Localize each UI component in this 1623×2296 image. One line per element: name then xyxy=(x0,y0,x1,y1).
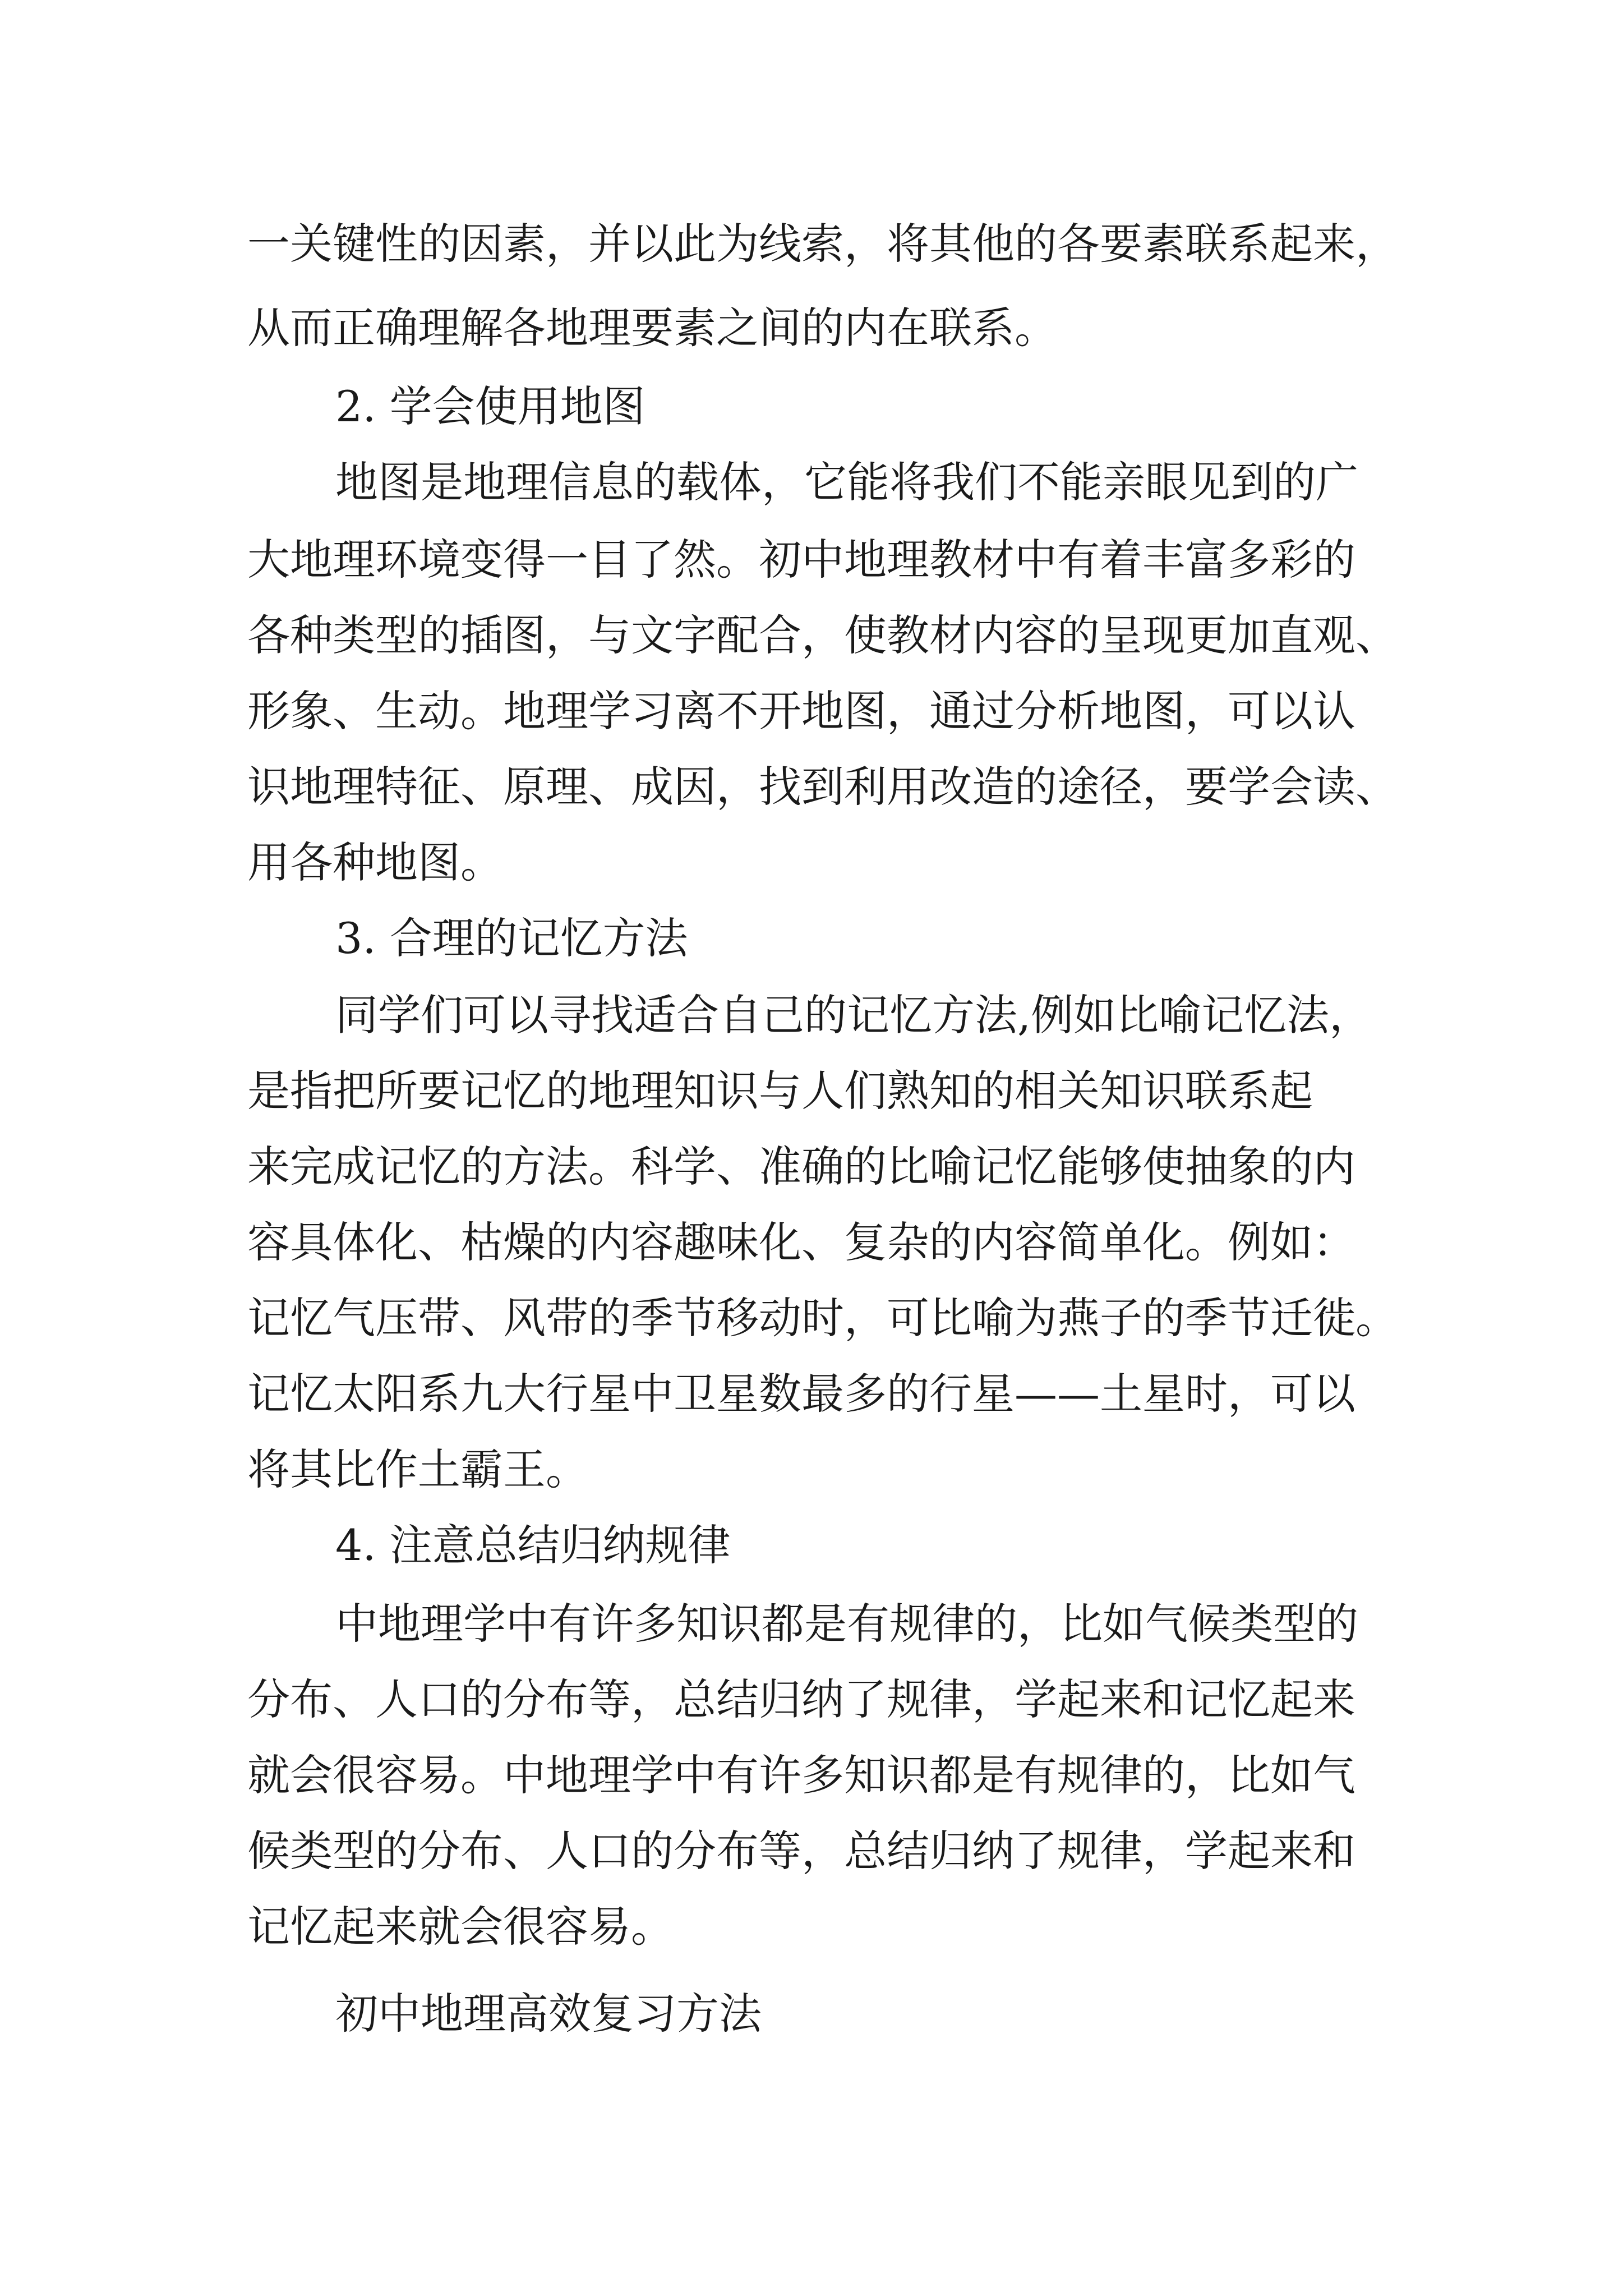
section-heading: 3. 合理的记忆方法 xyxy=(335,913,688,963)
paragraph-line: 识地理特征、原理、成因，找到利用改造的途径，要学会读、 xyxy=(247,762,1398,812)
paragraph-line: 是指把所要记忆的地理知识与人们熟知的相关知识联系起 xyxy=(247,1066,1313,1116)
paragraph-line: 用各种地图。 xyxy=(247,838,503,887)
paragraph-line: 容具体化、枯燥的内容趣味化、复杂的内容简单化。例如： xyxy=(247,1217,1355,1267)
paragraph-line: 将其比作土霸王。 xyxy=(247,1444,588,1494)
paragraph-line: 分布、人口的分布等，总结归纳了规律，学起来和记忆起来 xyxy=(247,1674,1355,1724)
paragraph-line: 记忆气压带、风带的季节移动时，可比喻为燕子的季节迁徙。 xyxy=(247,1293,1398,1343)
paragraph-line: 一关键性的因素，并以此为线索，将其他的各要素联系起来， xyxy=(247,219,1398,269)
paragraph-line: 各种类型的插图，与文字配合，使教材内容的呈现更加直观、 xyxy=(247,610,1398,660)
paragraph-line: 形象、生动。地理学习离不开地图，通过分析地图，可以认 xyxy=(247,686,1355,736)
section-heading: 2. 学会使用地图 xyxy=(335,381,645,431)
section-title: 初中地理高效复习方法 xyxy=(335,1989,762,2039)
paragraph-line: 大地理环境变得一目了然。初中地理教材中有着丰富多彩的 xyxy=(247,535,1355,585)
paragraph-line: 就会很容易。中地理学中有许多知识都是有规律的，比如气 xyxy=(247,1750,1355,1800)
paragraph-line: 同学们可以寻找适合自己的记忆方法,例如比喻记忆法， xyxy=(335,990,1372,1040)
paragraph-line: 从而正确理解各地理要素之间的内在联系。 xyxy=(247,303,1057,353)
paragraph-line: 记忆起来就会很容易。 xyxy=(247,1902,674,1952)
paragraph-line: 记忆太阳系九大行星中卫星数最多的行星——土星时，可以 xyxy=(247,1369,1355,1419)
paragraph-line: 来完成记忆的方法。科学、准确的比喻记忆能够使抽象的内 xyxy=(247,1142,1355,1191)
section-heading: 4. 注意总结归纳规律 xyxy=(335,1520,731,1570)
paragraph-line: 候类型的分布、人口的分布等，总结归纳了规律，学起来和 xyxy=(247,1826,1355,1876)
paragraph-line: 地图是地理信息的载体，它能将我们不能亲眼见到的广 xyxy=(335,457,1358,507)
paragraph-line: 中地理学中有许多知识都是有规律的，比如气候类型的 xyxy=(335,1599,1358,1649)
